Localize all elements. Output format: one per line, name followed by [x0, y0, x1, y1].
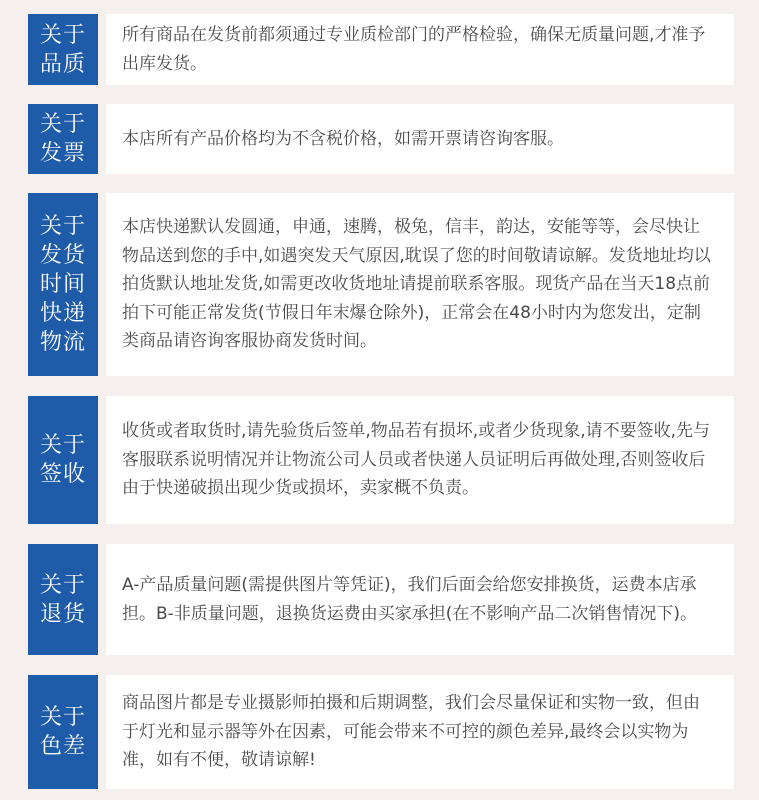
section-card	[106, 544, 734, 655]
section-text: 本店快递默认发圆通，申通，速腾，极兔，信丰，韵达，安能等等，会尽快让物品送到您的手中,如遇突发天气原因,耽误了您的时间敬请谅解。发货地址均以拍货默认地址发货,如需更改收货地址请提前联系客服。现货产品在当天18点前拍下可能正常发货(节假日年末爆仓除外)，正常会在48小时内为您发出，定制类商品请咨询客服协商发货时间。	[122, 217, 711, 352]
section-label-box	[28, 193, 98, 376]
section-card	[106, 14, 734, 85]
section-label: 关于签收	[39, 433, 86, 487]
section-card	[106, 104, 734, 174]
section-text: 所有商品在发货前都须通过专业质检部门的严格检验，确保无质量问题,才准予出库发货。	[122, 25, 706, 74]
section-text: A-产品质量问题(需提供图片等凭证)，我们后面会给您安排换货，运费本店承担。B-非质量问题，退换货运费由买家承担(在不影响产品二次销售情况下)。	[122, 575, 698, 624]
section-card	[106, 675, 734, 789]
section-label-box	[28, 396, 98, 524]
section-label: 关于色差	[39, 705, 86, 759]
section-label-box	[28, 104, 98, 174]
section-label-box	[28, 675, 98, 789]
section-label-box	[28, 544, 98, 655]
section-label: 关于发票	[39, 112, 86, 166]
section-label-box	[28, 14, 98, 85]
section-card	[106, 193, 734, 376]
section-text: 本店所有产品价格均为不含税价格，如需开票请咨询客服。	[122, 128, 564, 149]
section-label: 关于退货	[39, 572, 86, 627]
section-label: 关于品质	[39, 22, 86, 77]
section-text: 商品图片都是专业摄影师拍摄和后期调整，我们会尽量保证和实物一致，但由于灯光和显示器等外在因素，可能会带来不可控的颜色差异,最终会以实物为准，如有不便，敬请谅解!	[122, 693, 700, 771]
section-label: 关于发货时间快递物流	[39, 214, 86, 355]
section-card	[106, 396, 734, 524]
section-text: 收货或者取货时,请先验货后签单,物品若有损坏,或者少货现象,请不要签收,先与客服联系说明情况并让物流公司人员或者快递人员证明后再做处理,否则签收后由于快递破损出现少货或损坏，卖家概不负责。	[122, 421, 711, 499]
